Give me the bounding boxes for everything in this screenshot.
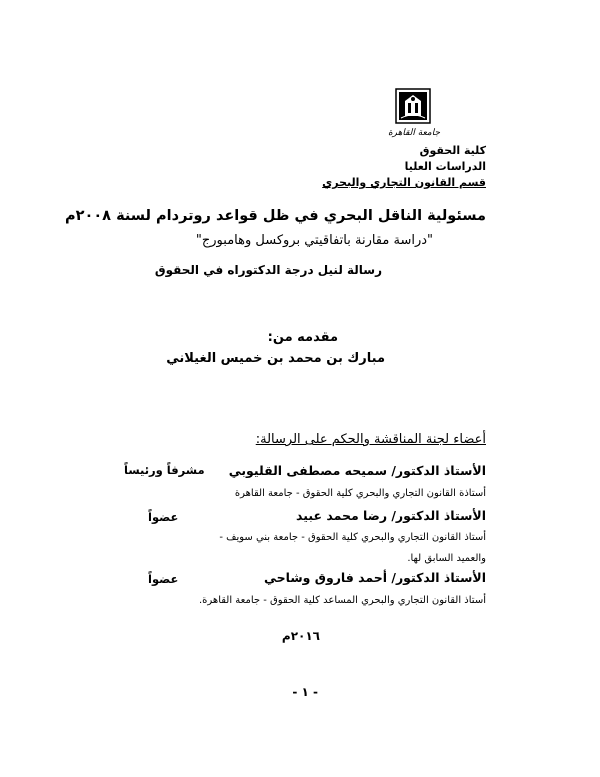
committee-heading: أعضاء لجنة المناقشة والحكم على الرسالة: — [255, 432, 486, 447]
committee-member-description: أستاذ القانون التجاري والبحري كلية الحقوق - جامعة بني سويف - — [219, 532, 486, 543]
university-name: جامعة القاهرة — [387, 128, 441, 138]
thesis-subtitle: "دراسة مقارنة باتفاقيتي بروكسل وهامبورج" — [195, 233, 433, 248]
committee-member-description: أستاذة القانون التجاري والبحري كلية الحقوق - جامعة القاهرة — [234, 488, 486, 499]
committee-member-name: الأستاذ الدكتور/ رضا محمد عبيد — [296, 508, 486, 523]
committee-member-description: أستاذ القانون التجاري والبحري المساعد كلية الحقوق - جامعة القاهرة. — [198, 595, 486, 606]
faculty-name: كلية الحقوق — [419, 144, 486, 157]
committee-member-description: والعميد السابق لها. — [407, 553, 486, 564]
author-name: مبارك بن محمد بن خميس الغيلاني — [166, 351, 385, 366]
department-name: قسم القانون التجاري والبحري — [322, 176, 486, 189]
committee-member-role: مشرفاً ورئيساً — [124, 463, 205, 477]
page-number: - ١ - — [292, 685, 318, 699]
year: ٢٠١٦م — [281, 629, 320, 643]
thesis-title: مسئولية الناقل البحري في ظل قواعد روتردام لسنة ٢٠٠٨م — [64, 208, 486, 224]
university-logo-icon — [395, 88, 431, 128]
committee-member-role: عضواً — [148, 572, 179, 586]
degree-statement: رسالة لنيل درجة الدكتوراه في الحقوق — [154, 263, 382, 277]
committee-member-name: الأستاذ الدكتور/ سميحه مصطفى القليوبي — [228, 463, 486, 478]
graduate-studies-label: الدراسات العليا — [404, 160, 486, 173]
committee-member-role: عضواً — [148, 510, 179, 524]
committee-member-name: الأستاذ الدكتور/ أحمد فاروق وشاحي — [264, 570, 486, 585]
presented-by-label: مقدمه من: — [267, 330, 338, 345]
